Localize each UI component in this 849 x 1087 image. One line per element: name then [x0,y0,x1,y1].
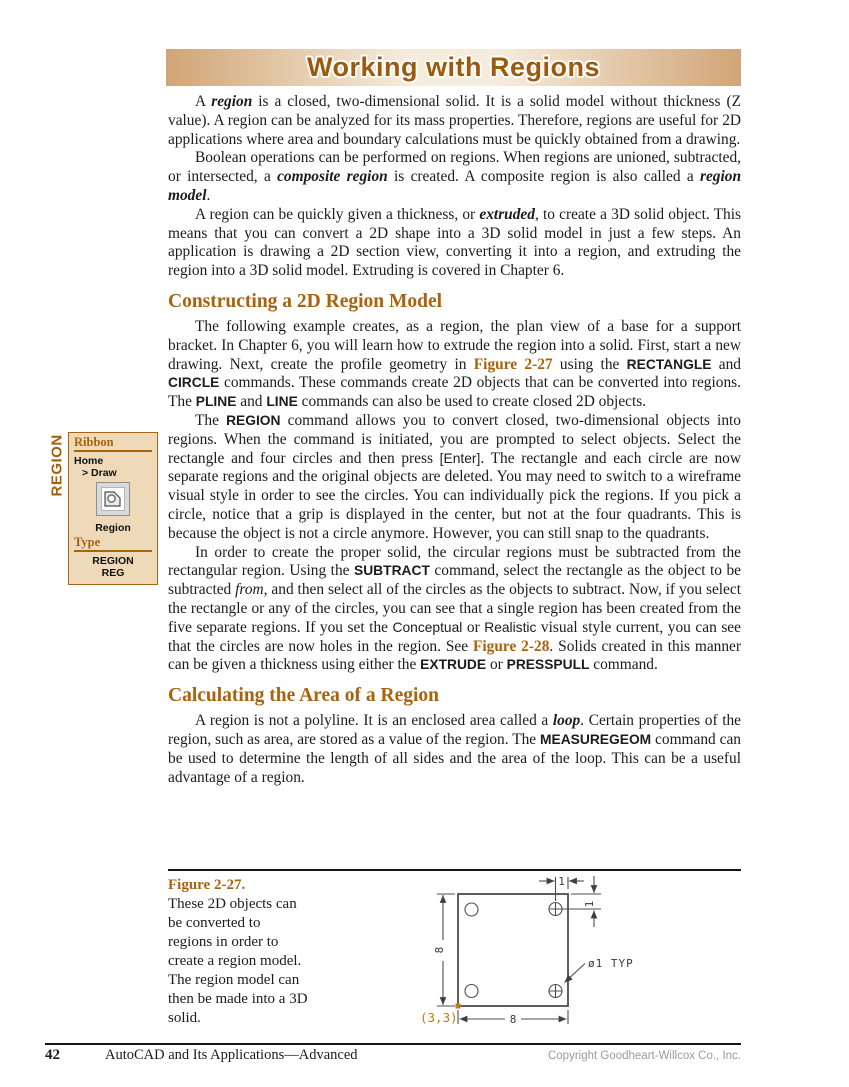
text-segment: and [711,355,742,373]
text-segment: REGION [226,412,281,428]
text-segment: from [235,581,264,599]
text-segment: A [195,93,212,110]
text-segment: Boolean operations can be performed on regions. When regions are unioned, subtracted, or intersected, a [168,149,741,186]
text-segment: Figure 2-28 [472,637,550,655]
title-banner [166,49,741,86]
figure-caption [168,876,308,1028]
text-segment: command can be used to determine the length of all sides and the area of the loop. This can be a useful advantage of a region. [168,730,741,786]
hole-note: ø1 TYP [588,957,634,970]
text-segment: . The rectangle and each circle are now separate regions and the original objects are deleted. You may need to switch to a wireframe visual style in order to see the circles. You can individually pick the regions. If you pick a circle, notice that a grip is displayed in the center, but not at the four quadrants. This is because the object is not a circle anymore. However, you can still snap to the quadrants. [168,449,741,542]
text-segment: commands. These commands create 2D objects that can be converted into regions. The [168,374,741,411]
text-segment: MEASUREGEOM [540,731,652,747]
margin-tab-label: REGION [48,434,66,497]
text-segment: extruded [479,205,535,223]
text-segment: . Solids created in this manner can be given a thickness using either the [168,637,742,674]
copyright-notice: Copyright Goodheart-Willcox Co., Inc. [547,1050,741,1062]
paragraph [168,206,741,281]
text-segment: The [195,411,227,429]
body-column [168,93,741,787]
footer-rule [45,1043,741,1045]
text-segment: LINE [266,394,298,410]
text-segment: command allows you to convert closed, two-dimensional objects into regions. When the command is initiated, you are prompted to select objects. Select the rectangle and four circles and then press [168,411,742,467]
text-segment: , and then select all of the circles as the objects to subtract. Now, if you select the rectangle or any of the circles, you can see that a single region has been created from the five separate regions. If you set the [168,581,741,636]
paragraph [168,93,741,149]
text-segment: RECTANGLE [626,356,712,372]
text-segment: PRESSPULL [506,657,590,673]
text-segment: region [211,93,253,110]
text-segment: is a closed, two-dimensional solid. It is a solid model without thickness (Z value). A region can be analyzed for its mass properties. Therefore, regions are useful for 2D applications where area and boundary calculations must be quickly obtained from a drawing. [168,93,741,148]
ribbon-tab: Home [74,455,104,467]
text-segment: [Enter] [439,450,481,466]
page-number: 42 [45,1047,60,1063]
figure-label: Figure 2-27. [168,877,246,893]
hole-top-left [465,903,478,916]
text-segment: is created. A composite region is also called a [387,168,700,186]
text-segment: CIRCLE [168,375,220,391]
ribbon-heading-rule [74,450,152,452]
paragraph [168,412,741,544]
type-heading-rule [74,550,152,552]
text-segment: SUBTRACT [354,563,430,579]
figure-caption-text: These 2D objects can be converted to regions in order to create a region model. The region model can then be made into a 3D solid. [168,896,308,1026]
text-segment: commands can also be used to create closed 2D objects. [297,393,647,411]
text-segment: region model [168,168,742,204]
figure-drawing [405,870,705,1034]
text-segment: EXTRUDE [420,657,487,673]
paragraph [168,318,741,412]
paragraph [168,544,741,676]
text-segment: command. [589,656,658,674]
text-segment: or [486,656,507,674]
text-segment: or [462,618,485,636]
text-segment: Conceptual [392,619,463,635]
type-command-1: REGION [92,555,134,567]
text-segment: composite region [277,168,388,186]
width-dim-value: 8 [509,1013,517,1026]
right-offset-value: 1 [583,900,596,908]
section-heading: Calculating the Area of a Region [168,685,440,707]
ribbon-panel: > Draw [82,467,117,479]
region-button-label: Region [95,522,131,534]
text-segment: Figure 2-27 [473,355,553,373]
text-segment: using the [552,355,627,373]
ribbon-reference-box [68,432,158,585]
paragraph [168,712,741,787]
region-button [74,482,152,521]
text-segment: command, select the rectangle as the object to be subtracted [168,562,742,599]
page-title: Working with Regions [307,52,600,82]
book-title: AutoCAD and Its Applications—Advanced [105,1047,358,1063]
text-segment: A region is not a polyline. It is an enclosed area called a [195,712,553,730]
type-heading: Type [74,535,101,549]
hole-bottom-left [465,985,478,998]
ribbon-heading: Ribbon [74,435,114,449]
height-dim-value: 8 [433,946,446,954]
paragraph [168,149,741,205]
text-segment: . [206,186,211,204]
region-icon [96,482,130,516]
text-segment: , to create a 3D solid object. This means that you can convert a 2D shape into a 3D solid model in just a few steps. An application is drawing a 2D section view, converting it into a region, and extruding the region into a 3D solid model. Extruding is covered in Chapter 6. [168,205,742,280]
text-segment: . Certain properties of the region, such as area, are stored as a value of the region. The [168,712,742,748]
text-segment: visual style current, you can see that the circles are now holes in the region. See [168,618,741,655]
top-offset-value: 1 [558,875,565,888]
section-heading: Constructing a 2D Region Model [168,290,443,312]
text-segment: and [236,393,267,411]
text-segment: In order to create the proper solid, the circular regions must be subtracted from the rectangular region. Using the [168,543,741,580]
origin-coordinate-label: (3,3) [420,1010,458,1025]
text-segment: The following example creates, as a region, the plan view of a base for a support bracket. In Chapter 6, you will learn how to extrude the region into a solid. First, start a new drawing. Next, create the profile geometry in [168,317,741,373]
text-segment: PLINE [195,394,237,410]
origin-marker [456,1004,461,1009]
text-segment: loop [552,712,581,730]
text-segment: A region can be quickly given a thickness, or [195,205,480,223]
text-segment: Realistic [484,619,537,635]
type-command-2: REG [101,567,125,579]
